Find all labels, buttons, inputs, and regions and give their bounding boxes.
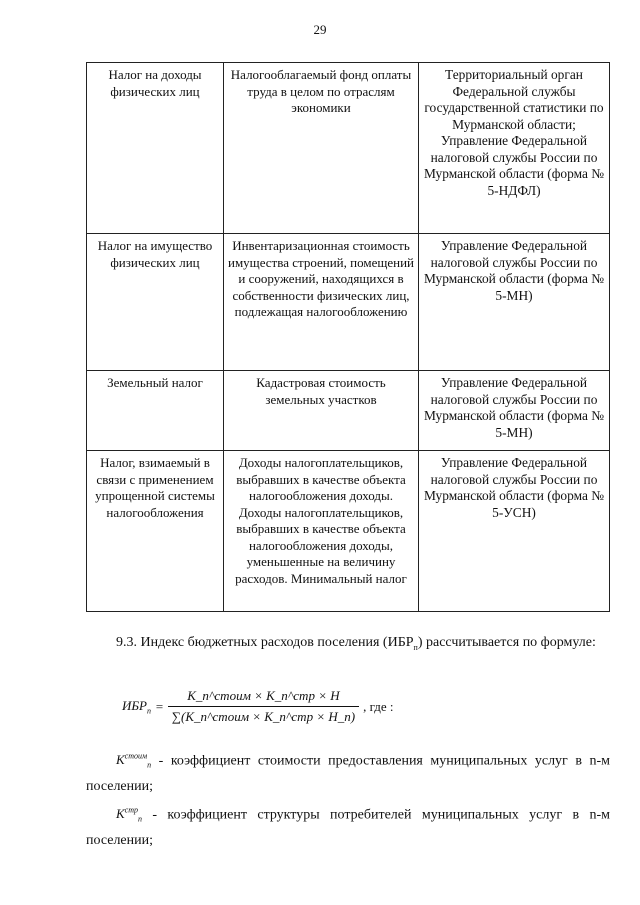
budget-index-formula [122, 688, 394, 725]
table-row [87, 451, 610, 612]
tax-table [86, 62, 610, 612]
tax-base-cell: Инвентаризационная стоимость имущества строений, помещений и сооружений, находящихся в собственности физических лиц, подлежащая налогообложению [224, 234, 419, 371]
tax-name-cell: Налог на имущество физических лиц [87, 234, 224, 371]
tax-base-cell: Доходы налогоплательщиков, выбравших в качестве объекта налогообложения доходы. Доходы налогоплательщиков, выбравших в качестве объекта налогообложения доходы, уменьшенные на величину расходов. Минимальный налог [224, 451, 419, 612]
formula-numerator: K_п^стоим × K_п^стр × Н [187, 688, 340, 703]
coefficient-description: - коэффициент стоимости предоставления муниципальных услуг в n-м поселении; [86, 753, 610, 794]
paragraph-text-after: ) рассчитывается по формуле: [417, 635, 596, 650]
formula-denominator: ∑(K_п^стоим × K_п^стр × Н_п) [168, 706, 359, 725]
paragraph-subscript: п [413, 642, 418, 652]
data-source-cell: Управление Федеральной налоговой службы России по Мурманской области (форма № 5-МН) [419, 371, 610, 451]
page-number: 29 [313, 22, 327, 37]
coefficient-description: - коэффициент структуры потребителей муниципальных услуг в n-м поселении; [86, 807, 610, 848]
tax-name-cell: Земельный налог [87, 371, 224, 451]
coefficient-structure [86, 800, 610, 851]
table-row [87, 234, 610, 371]
data-source-cell: Управление Федеральной налоговой службы России по Мурманской области (форма № 5-УСН) [419, 451, 610, 612]
formula-equals: = [155, 698, 164, 714]
coefficient-cost [86, 746, 610, 797]
data-source-cell: Территориальный орган Федеральной службы государственной статистики по Мурманской области; Управление Федеральной налоговой службы России по Мурманской области (форма № 5-НДФЛ) [419, 63, 610, 234]
coefficient-symbol: $K^{стр}_п$ [116, 806, 142, 824]
tax-name-cell: Налог, взимаемый в связи с применением упрощенной системы налогообложения [87, 451, 224, 612]
paragraph-text-before: 9.3. Индекс бюджетных расходов поселения (ИБР [116, 635, 414, 650]
formula-where: , где : [363, 698, 394, 714]
coefficient-symbol: $K^{стоим}_п$ [116, 752, 152, 770]
tax-base-cell: Налогооблагаемый фонд оплаты труда в целом по отраслям экономики [224, 63, 419, 234]
formula-lhs: $ИБР_п$ [122, 697, 151, 716]
tax-name-cell: Налог на доходы физических лиц [87, 63, 224, 234]
formula-fraction [168, 688, 359, 725]
paragraph-9-3 [86, 632, 610, 658]
table-row [87, 371, 610, 451]
tax-base-cell: Кадастровая стоимость земельных участков [224, 371, 419, 451]
data-source-cell: Управление Федеральной налоговой службы России по Мурманской области (форма № 5-МН) [419, 234, 610, 371]
table-row [87, 63, 610, 234]
